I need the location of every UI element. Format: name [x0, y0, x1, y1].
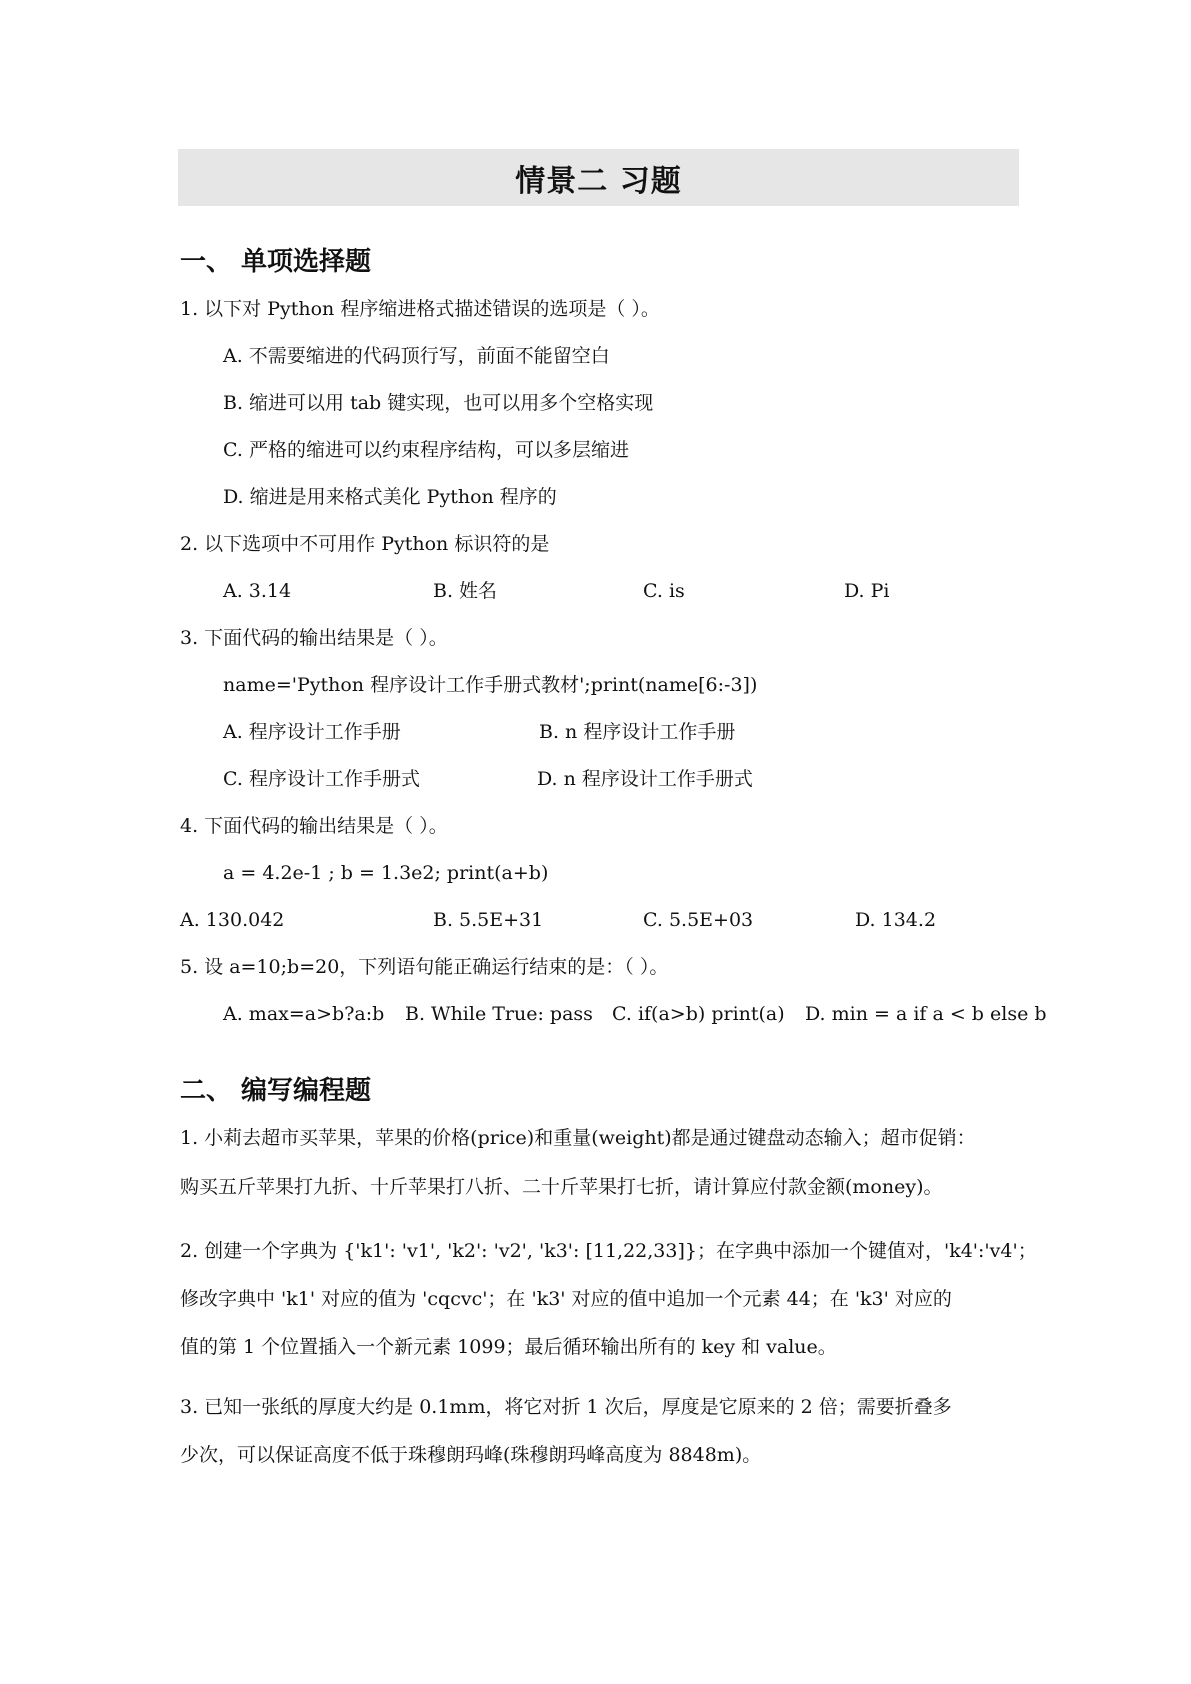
question-5-stem: 5. 设 a=10;b=20，下列语句能正确运行结束的是：（ ）。 [180, 956, 669, 978]
question-5-option-a: A. max=a>b?a:b [223, 1003, 385, 1025]
question-2-option-b: B. 姓名 [433, 580, 498, 602]
section-heading-single-choice: 一、 单项选择题 [180, 247, 372, 277]
problem-2-line-3: 值的第 1 个位置插入一个新元素 1099；最后循环输出所有的 key 和 value。 [180, 1336, 837, 1358]
question-4-option-c: C. 5.5E+03 [643, 909, 754, 931]
title-banner [178, 149, 1019, 206]
question-1-option-d: D. 缩进是用来格式美化 Python 程序的 [223, 486, 557, 508]
question-1-option-c: C. 严格的缩进可以约束程序结构，可以多层缩进 [223, 439, 629, 461]
question-5-option-c: C. if(a>b) print(a) [612, 1003, 785, 1025]
section-heading-programming: 二、 编写编程题 [180, 1076, 372, 1106]
question-2-option-c: C. is [643, 580, 685, 602]
question-3-option-b: B. n 程序设计工作手册 [539, 721, 736, 743]
problem-3-line-2: 少次，可以保证高度不低于珠穆朗玛峰(珠穆朗玛峰高度为 8848m)。 [180, 1444, 762, 1466]
page-title: 情景二 习题 [515, 163, 682, 199]
question-4-option-d: D. 134.2 [855, 909, 937, 931]
question-2-option-d: D. Pi [844, 580, 890, 602]
question-2-stem: 2. 以下选项中不可用作 Python 标识符的是 [180, 533, 550, 555]
question-1-option-a: A. 不需要缩进的代码顶行写，前面不能留空白 [223, 345, 610, 367]
question-4-option-a: A. 130.042 [180, 909, 285, 931]
question-3-option-d: D. n 程序设计工作手册式 [537, 768, 753, 790]
question-1-stem: 1. 以下对 Python 程序缩进格式描述错误的选项是（ ）。 [180, 298, 660, 320]
question-3-code: name='Python 程序设计工作手册式教材';print(name[6:-3]) [223, 674, 758, 696]
question-2-option-a: A. 3.14 [223, 580, 292, 602]
question-3-option-c: C. 程序设计工作手册式 [223, 768, 420, 790]
question-5-option-d: D. min = a if a < b else b [805, 1003, 1047, 1025]
question-5-option-b: B. While True: pass [405, 1003, 593, 1025]
question-3-option-a: A. 程序设计工作手册 [223, 721, 401, 743]
question-4-code: a = 4.2e-1 ; b = 1.3e2; print(a+b) [223, 862, 549, 884]
question-4-option-b: B. 5.5E+31 [433, 909, 544, 931]
question-3-stem: 3. 下面代码的输出结果是（ ）。 [180, 627, 448, 649]
problem-1-line-1: 1. 小莉去超市买苹果，苹果的价格(price)和重量(weight)都是通过键盘动态输入；超市促销： [180, 1127, 976, 1149]
problem-2-line-1: 2. 创建一个字典为 {'k1': 'v1', 'k2': 'v2', 'k3': [11,22,33]}；在字典中添加一个键值对，'k4':'v4'； [180, 1240, 1037, 1262]
question-1-option-b: B. 缩进可以用 tab 键实现，也可以用多个空格实现 [223, 392, 654, 414]
problem-3-line-1: 3. 已知一张纸的厚度大约是 0.1mm，将它对折 1 次后，厚度是它原来的 2 倍；需要折叠多 [180, 1396, 952, 1418]
problem-2-line-2: 修改字典中 'k1' 对应的值为 'cqcvc'；在 'k3' 对应的值中追加一个元素 44；在 'k3' 对应的 [180, 1288, 952, 1310]
question-4-stem: 4. 下面代码的输出结果是（ ）。 [180, 815, 448, 837]
problem-1-line-2: 购买五斤苹果打九折、十斤苹果打八折、二十斤苹果打七折，请计算应付款金额(money)。 [180, 1176, 943, 1198]
